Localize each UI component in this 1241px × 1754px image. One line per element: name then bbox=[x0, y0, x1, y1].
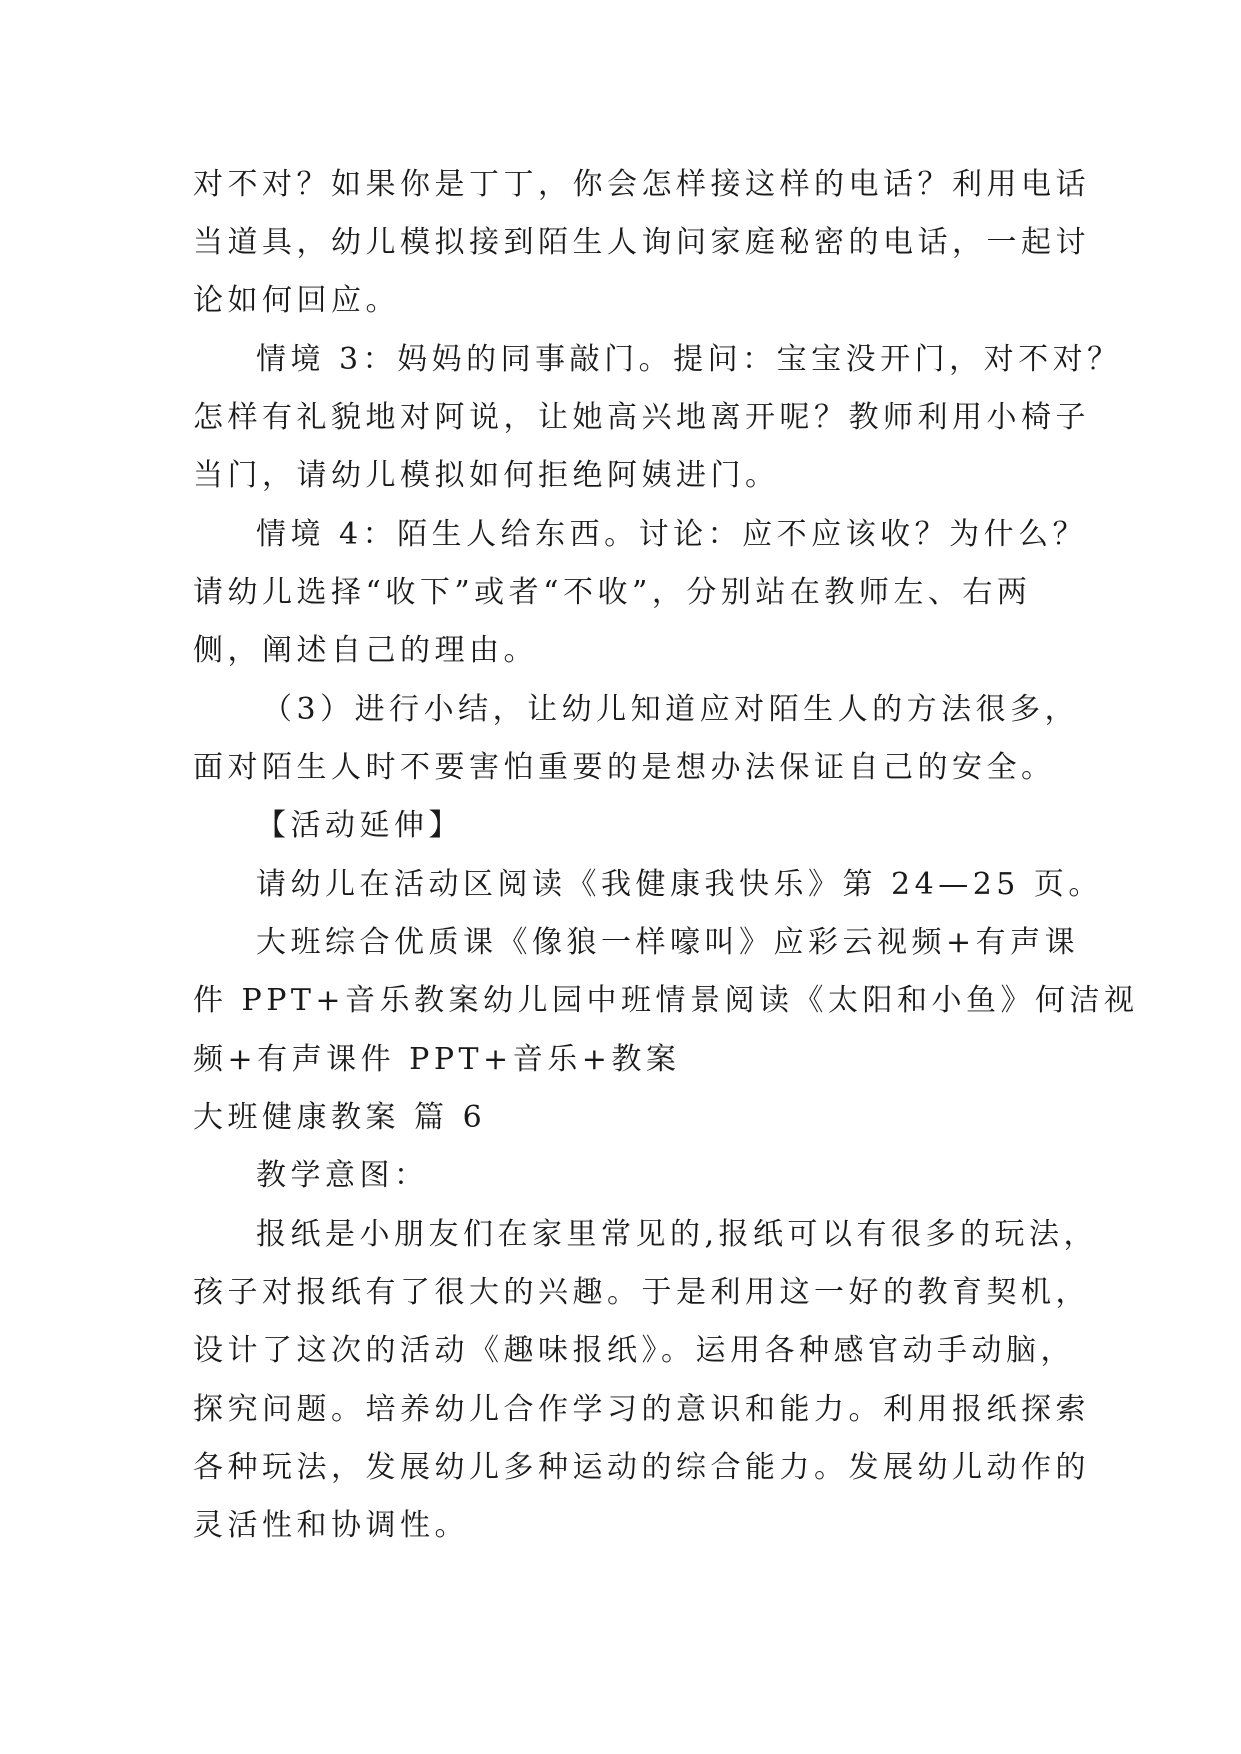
paragraph-line: 请幼儿在活动区阅读《我健康我快乐》第 24—25 页。 bbox=[256, 867, 1103, 902]
paragraph-line: 当门，请幼儿模拟如何拒绝阿姨进门。 bbox=[193, 458, 780, 493]
paragraph-line: 件 PPT+音乐教案幼儿园中班情景阅读《太阳和小鱼》何洁视 bbox=[193, 983, 1139, 1018]
paragraph-line: 各种玩法，发展幼儿多种运动的综合能力。发展幼儿动作的 bbox=[193, 1450, 1090, 1485]
paragraph-line: 情境 4：陌生人给东西。讨论：应不应该收？为什么？ bbox=[256, 517, 1088, 552]
paragraph-line: 孩子对报纸有了很大的兴趣。于是利用这一好的教育契机， bbox=[193, 1275, 1090, 1310]
paragraph-line: 请幼儿选择“收下”或者“不收”，分别站在教师左、右两 bbox=[193, 575, 1032, 610]
paragraph-line: 对不对？如果你是丁丁，你会怎样接这样的电话？利用电话 bbox=[193, 167, 1090, 202]
paragraph-line: 探究问题。培养幼儿合作学习的意识和能力。利用报纸探索 bbox=[193, 1392, 1090, 1427]
paragraph-line: 当道具，幼儿模拟接到陌生人询问家庭秘密的电话，一起讨 bbox=[193, 225, 1090, 260]
paragraph-line: （3）进行小结，让幼儿知道应对陌生人的方法很多， bbox=[262, 692, 1080, 727]
paragraph-line: 论如何回应。 bbox=[193, 283, 400, 318]
paragraph-line: 怎样有礼貌地对阿说，让她高兴地离开呢？教师利用小椅子 bbox=[193, 400, 1090, 435]
section-title: 大班健康教案 篇 6 bbox=[193, 1100, 487, 1135]
paragraph-line: 灵活性和协调性。 bbox=[193, 1508, 469, 1543]
paragraph-line: 大班综合优质课《像狼一样嚎叫》应彩云视频+有声课 bbox=[256, 925, 1080, 960]
paragraph-line: 情境 3：妈妈的同事敲门。提问：宝宝没开门，对不对？ bbox=[256, 342, 1122, 377]
paragraph-line: 设计了这次的活动《趣味报纸》。运用各种感官动手动脑， bbox=[193, 1333, 1075, 1368]
paragraph-line: 面对陌生人时不要害怕重要的是想办法保证自己的安全。 bbox=[193, 750, 1056, 785]
paragraph-line: 报纸是小朋友们在家里常见的,报纸可以有很多的玩法， bbox=[256, 1217, 1099, 1252]
paragraph-line: 侧，阐述自己的理由。 bbox=[193, 633, 538, 668]
paragraph-line: 频+有声课件 PPT+音乐+教案 bbox=[193, 1042, 681, 1077]
section-heading: 【活动延伸】 bbox=[256, 808, 463, 843]
subheading: 教学意图： bbox=[256, 1158, 429, 1193]
